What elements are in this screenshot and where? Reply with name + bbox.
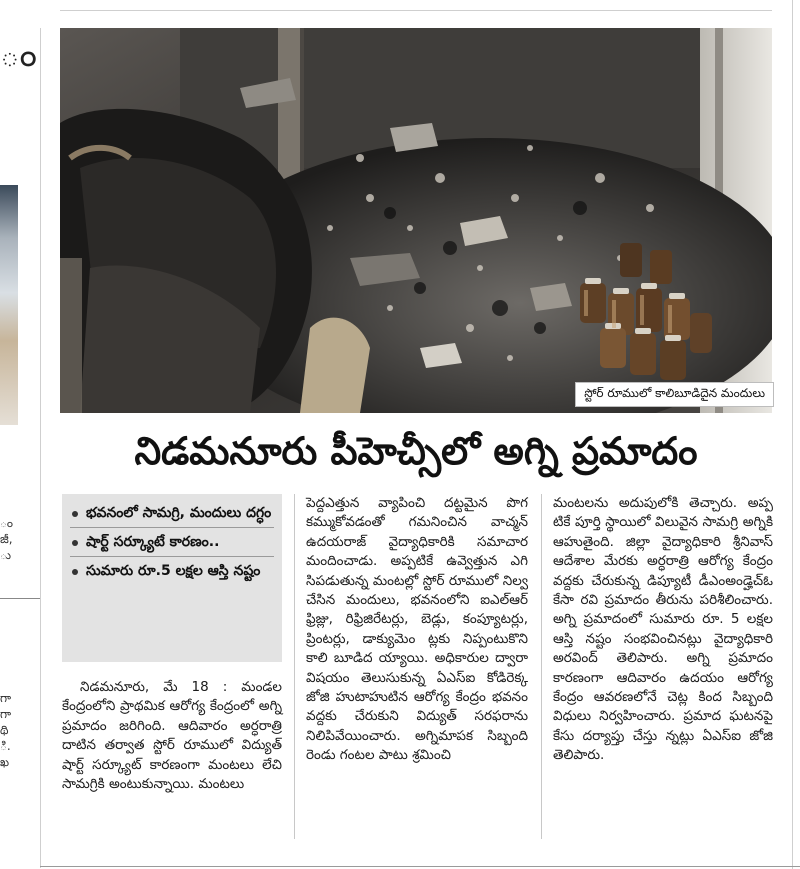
photo-caption: స్టోర్ రూములో కాలిబూడిదైన మందులు [575, 382, 774, 407]
neighbor-headline-fragment: ం [0, 35, 37, 75]
article-paragraph: మంటలను అదుపులోకి తెచ్చారు. అప్ప టికే పూర్తి స్థాయిలో విలువైన సామగ్రి అగ్నికి ఆహుతైంది. జిల్లా వైద్యాధికారి శ్రీనివాస్ ఆదేశాల మేరకు అర్ధరాత్రి ఆరోగ్య కేంద్రం వద్దకు చేరుకున్న డిప్యూటీ డీఎంఅండ్హెచ్ఓ కేసా రవి ప్రమాదం తీరును పరిశీలించారు. అగ్ని ప్రమాదంలో సుమారు రూ. 5 లక్షల ఆస్తి నష్టం సంభవించినట్లు వైద్యాధికారి అరవింద్ తెలిపారు. అగ్ని ప్రమాదం కారణంగా ఆదివారం ఉదయం ఆరోగ్య కేంద్రం ఆవరణలోనే చెట్ల కింద సిబ్బంది విధులు నిర్వహించారు. ప్రమాద ఘటనపై కేసు దర్యాప్తు చేస్తు న్నట్లు ఏఎస్ఐ జోజి తెలిపారు. [553, 495, 773, 764]
article-column-1 [62, 678, 282, 794]
fire-damage-photo [60, 28, 772, 413]
highlight-item: సుమారు రూ.5 లక్షల ఆస్తి నష్టం [70, 556, 274, 583]
bullet-icon [72, 511, 78, 517]
highlight-item: భవనంలో సామగ్రి, మందులు దగ్ధం [70, 502, 274, 525]
article-headline: నిడమనూరు పీహెచ్సీలో అగ్ని ప్రమాదం [134, 429, 698, 473]
highlights-box [62, 494, 282, 662]
article-column-2 [306, 494, 528, 766]
bullet-icon [72, 540, 78, 546]
neighbor-divider [0, 598, 40, 599]
column-divider [40, 28, 41, 868]
article-paragraph: పెద్దఎత్తున వ్యాపించి దట్టమైన పొగ కమ్ముకోవడంతో గమనించిన వాచ్మన్ ఉదయరాజ్ వైద్యాధికారికి సమాచార మందించాడు. అప్పటికే ఉవ్వెత్తున ఎగి సిపడుతున్న మంటల్లో స్టోర్ రూములో నిల్వ చేసిన మందులు, భవనంలోని ఐఎల్ఆర్ ఫ్రిజ్లు, రిఫ్రిజిరేటర్లు, బెడ్లు, కంప్యూటర్లు, ప్రింటర్లు, డాక్యుమెం ట్లకు నిప్పంటుకొని కాలి బూడిద య్యాయి. అధికారుల ద్వారా విషయం తెలుసుకున్న ఏఎస్ఐ కోడిరెక్క జోజి హుటాహుటిన ఆరోగ్య కేంద్రం భవనం వద్దకు చేరుకుని విద్యుత్ సరఫరాను నిలిపివేయించారు. అగ్నిమాపక సిబ్బంది రెండు గంటల పాటు శ్రమించి [306, 495, 528, 764]
bullet-icon [72, 569, 78, 575]
neighbor-text-fragment: గా గా థి ి. ఖ [0, 691, 12, 769]
column-separator [541, 494, 542, 839]
neighbor-article-strip [0, 0, 40, 869]
column-separator [294, 494, 295, 839]
article-column-3 [553, 494, 773, 766]
bottom-rule [40, 866, 800, 867]
neighbor-photo-fragment [0, 185, 18, 425]
highlight-item: షార్ట్ సర్క్యూటే కారణం.. [70, 527, 274, 554]
neighbor-text-fragment: ం జీ, ు [0, 516, 14, 562]
article-paragraph: నిడమనూరు, మే 18 : మండల కేంద్రంలోని ప్రాథమిక ఆరోగ్య కేంద్రంలో అగ్ని ప్రమాదం జరిగింది. ఆదివారం అర్ధరాత్రి దాటిన తర్వాత స్టోర్ రూములో విద్యుత్ షార్ట్ సర్క్యూట్ కారణంగా మంటలు లేచి సామగ్రికి అంటుకున్నాయి. మంటలు [62, 679, 282, 793]
top-rule [60, 10, 772, 11]
right-edge-rule [792, 0, 793, 869]
